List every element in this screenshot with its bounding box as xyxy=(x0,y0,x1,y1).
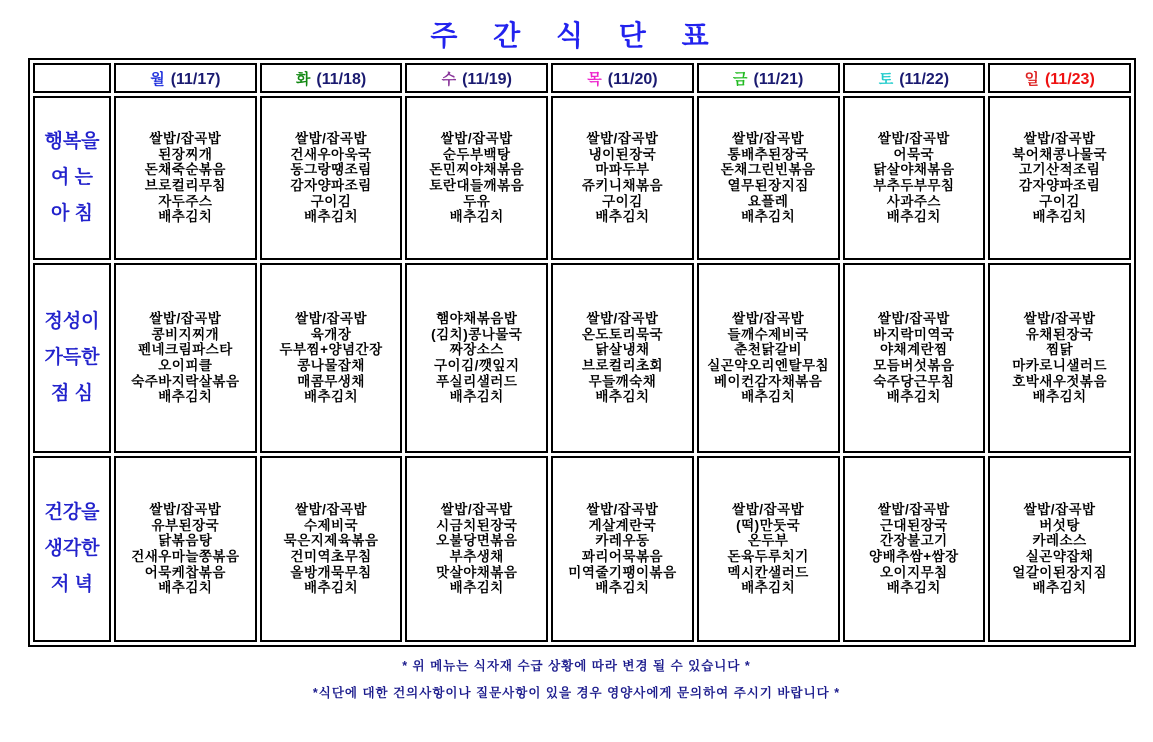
menu-item: 통배추된장국 xyxy=(727,146,809,162)
menu-item: 매콤무생채 xyxy=(297,373,365,389)
menu-item: 쌀밥/잡곡밥 xyxy=(732,131,805,147)
menu-cell-list xyxy=(117,131,254,224)
menu-item: 묵은지제육볶음 xyxy=(283,533,379,549)
day-glyph: 월 xyxy=(150,70,165,88)
menu-cell xyxy=(405,263,548,453)
menu-item: 부추두부무침 xyxy=(873,178,955,193)
menu-item: 멕시칸샐러드 xyxy=(727,564,809,580)
footer-note-contact: *식단에 대한 건의사항이나 질문사항이 있을 경우 영양사에게 문의하여 주시기 바랍니다 * xyxy=(312,686,841,700)
menu-item: 배추김치 xyxy=(595,209,650,225)
meal-label-line: 생각한 xyxy=(44,537,100,559)
day-date: (11/17) xyxy=(170,70,221,88)
day-header-1 xyxy=(260,63,403,93)
menu-item: 고기산적조림 xyxy=(1018,162,1101,178)
menu-item: 닭볶음탕 xyxy=(158,533,213,549)
menu-item: 카레소스 xyxy=(1032,533,1087,549)
menu-cell xyxy=(843,456,986,642)
meal-row-label xyxy=(33,263,111,453)
day-header-0 xyxy=(114,63,257,93)
meal-label-line: 저 녁 xyxy=(51,574,93,596)
menu-cell xyxy=(260,96,403,260)
menu-item: 돈육두루치기 xyxy=(727,549,809,564)
day-header-2 xyxy=(405,63,548,93)
menu-item: 배추김치 xyxy=(886,580,941,596)
menu-item: 호박새우젓볶음 xyxy=(1012,373,1107,389)
menu-item: 배추김치 xyxy=(1032,580,1087,596)
menu-item: 구이김 xyxy=(310,193,352,209)
menu-cell xyxy=(114,96,257,260)
menu-cell-list xyxy=(991,131,1128,224)
menu-item: 배추김치 xyxy=(158,580,213,596)
menu-item: 토란대들깨볶음 xyxy=(429,178,525,193)
menu-item: 카레우동 xyxy=(595,533,650,549)
menu-item: 햄야채볶음밥 xyxy=(436,311,518,327)
menu-item: 간장불고기 xyxy=(880,533,948,549)
menu-item: 푸실리샐러드 xyxy=(436,373,518,389)
day-glyph: 일 xyxy=(1024,70,1039,88)
menu-item: 쌀밥/잡곡밥 xyxy=(877,311,950,327)
menu-cell xyxy=(260,456,403,642)
meal-row-label xyxy=(33,96,111,260)
footer-notes xyxy=(0,656,1153,701)
menu-item: 사과주스 xyxy=(886,193,941,209)
menu-item: 쌀밥/잡곡밥 xyxy=(1023,311,1096,327)
meal-label-line: 행복을 xyxy=(44,130,100,152)
menu-item: 건미역초무침 xyxy=(290,549,372,564)
menu-cell-list xyxy=(700,502,837,595)
meal-row xyxy=(33,96,1131,260)
day-date: (11/21) xyxy=(753,70,804,88)
menu-item: 돈채그린빈볶음 xyxy=(720,162,816,178)
menu-item: 쌀밥/잡곡밥 xyxy=(586,311,659,327)
menu-item: 돈채죽순볶음 xyxy=(144,162,226,178)
menu-item: 숙주바지락살볶음 xyxy=(131,373,240,389)
menu-item: 춘천닭갈비 xyxy=(734,342,803,358)
menu-item: 오이지무침 xyxy=(880,564,948,580)
menu-cell xyxy=(697,96,840,260)
menu-item: 오이피클 xyxy=(158,358,213,373)
menu-cell-list xyxy=(408,502,545,595)
menu-cell-list xyxy=(991,502,1128,595)
meal-label-line: 아 침 xyxy=(51,203,93,225)
menu-cell-list xyxy=(991,311,1128,404)
menu-item: 실곤약잡채 xyxy=(1025,549,1094,564)
menu-item: 시금치된장국 xyxy=(436,517,518,533)
menu-item: 배추김치 xyxy=(1032,389,1087,405)
menu-cell-list xyxy=(554,131,691,224)
menu-cell-list xyxy=(263,502,400,595)
menu-item: 두부찜+양념간장 xyxy=(279,342,383,358)
day-date: (11/22) xyxy=(899,70,950,88)
menu-item: 짜장소스 xyxy=(449,342,504,358)
table-header-row xyxy=(33,63,1131,93)
day-glyph: 화 xyxy=(295,70,311,88)
menu-item: 동그랑땡조림 xyxy=(290,162,372,178)
menu-cell-list xyxy=(700,311,837,404)
footer-note-supply: * 위 메뉴는 식자재 수급 상황에 따라 변경 될 수 있습니다 * xyxy=(402,659,751,673)
meal-label-line: 가득한 xyxy=(44,346,100,368)
menu-item: 쌀밥/잡곡밥 xyxy=(732,311,805,327)
day-header-3 xyxy=(551,63,694,93)
menu-item: 야채계란찜 xyxy=(880,342,948,358)
menu-item: 쌀밥/잡곡밥 xyxy=(586,131,659,147)
day-header-6 xyxy=(988,63,1131,93)
menu-item: 쌀밥/잡곡밥 xyxy=(149,311,222,327)
menu-item: 버섯탕 xyxy=(1039,517,1080,533)
menu-cell-list xyxy=(117,502,254,595)
menu-item: 온두부 xyxy=(747,533,789,549)
menu-item: 실곤약오리엔탈무침 xyxy=(707,358,830,373)
menu-item: 어묵국 xyxy=(893,146,935,162)
menu-item: 감자양파조림 xyxy=(290,178,372,193)
menu-cell-list xyxy=(846,502,983,595)
menu-item: 쌀밥/잡곡밥 xyxy=(295,131,368,147)
menu-item: 배추김치 xyxy=(741,209,796,225)
menu-item: 배추김치 xyxy=(449,209,504,225)
menu-item: 자두주스 xyxy=(158,193,213,209)
day-glyph: 수 xyxy=(441,70,457,88)
menu-item: 브로컬리초회 xyxy=(581,358,664,373)
meal-label-line: 점 심 xyxy=(51,383,93,405)
menu-item: 배추김치 xyxy=(449,580,504,596)
menu-item: 두유 xyxy=(463,193,491,209)
menu-item: 된장찌개 xyxy=(158,146,213,162)
meal-label-line: 정성이 xyxy=(44,310,100,332)
day-date: (11/18) xyxy=(316,70,367,88)
menu-cell xyxy=(988,456,1131,642)
menu-item: 배추김치 xyxy=(158,209,213,225)
menu-item: 구이김 xyxy=(1039,193,1080,209)
menu-item: 미역줄기팽이볶음 xyxy=(568,564,677,580)
menu-item: 쌀밥/잡곡밥 xyxy=(1023,502,1096,518)
menu-item: 쌀밥/잡곡밥 xyxy=(877,502,950,518)
menu-item: 쌀밥/잡곡밥 xyxy=(877,131,950,147)
meal-row xyxy=(33,263,1131,453)
menu-item: 열무된장지짐 xyxy=(727,178,809,193)
menu-item: 배추김치 xyxy=(595,580,650,596)
day-glyph: 금 xyxy=(733,70,748,88)
menu-item: 들깨수제비국 xyxy=(727,326,809,342)
menu-item: 맛살야채볶음 xyxy=(436,564,518,580)
menu-item: 쥬키니채볶음 xyxy=(581,178,664,193)
menu-item: 쌀밥/잡곡밥 xyxy=(586,502,659,518)
corner-cell xyxy=(33,63,111,93)
menu-item: 요플레 xyxy=(747,193,789,209)
menu-item: 무들깨숙채 xyxy=(588,373,657,389)
menu-item: 게살계란국 xyxy=(588,517,657,533)
menu-item: 건새우마늘쫑볶음 xyxy=(131,549,240,564)
menu-item: 배추김치 xyxy=(595,389,650,405)
weekly-menu-table xyxy=(28,58,1136,647)
menu-item: 쌀밥/잡곡밥 xyxy=(149,131,222,147)
menu-item: 배추김치 xyxy=(303,389,359,405)
menu-cell xyxy=(988,96,1131,260)
menu-cell xyxy=(697,456,840,642)
menu-item: 배추김치 xyxy=(1032,209,1087,225)
menu-cell-list xyxy=(263,131,400,224)
menu-item: 숙주당근무침 xyxy=(873,373,955,389)
menu-cell xyxy=(843,96,986,260)
menu-cell xyxy=(551,263,694,453)
menu-item: 부추생채 xyxy=(449,549,504,564)
menu-item: 배추김치 xyxy=(303,209,359,225)
menu-item: 배추김치 xyxy=(741,580,796,596)
menu-item: 배추김치 xyxy=(886,209,941,225)
menu-cell xyxy=(988,263,1131,453)
menu-item: 건새우아욱국 xyxy=(290,146,372,162)
menu-item: 펜네크림파스타 xyxy=(137,342,233,358)
menu-item: 구이김/깻잎지 xyxy=(434,358,520,373)
menu-item: 오불당면볶음 xyxy=(436,533,518,549)
menu-item: (떡)만둣국 xyxy=(736,517,801,533)
menu-item: 배추김치 xyxy=(158,389,213,405)
day-date: (11/19) xyxy=(462,70,512,88)
menu-cell-list xyxy=(117,311,254,404)
menu-cell xyxy=(405,456,548,642)
menu-cell xyxy=(114,263,257,453)
menu-item: 콩비지찌개 xyxy=(151,326,220,342)
menu-cell xyxy=(551,96,694,260)
menu-item: 육개장 xyxy=(310,326,352,342)
menu-cell-list xyxy=(263,311,400,404)
menu-item: 찜닭 xyxy=(1046,342,1074,358)
menu-item: 북어채콩나물국 xyxy=(1012,146,1107,162)
menu-item: 쌀밥/잡곡밥 xyxy=(1023,131,1096,147)
menu-item: 쌀밥/잡곡밥 xyxy=(440,502,513,518)
menu-item: 모듬버섯볶음 xyxy=(873,358,955,373)
meal-row xyxy=(33,456,1131,642)
menu-item: 꽈리어묵볶음 xyxy=(581,549,664,564)
menu-cell xyxy=(843,263,986,453)
menu-item: 냉이된장국 xyxy=(588,146,657,162)
menu-item: 돈민찌야채볶음 xyxy=(429,162,525,178)
day-glyph: 토 xyxy=(878,70,894,88)
menu-cell xyxy=(551,456,694,642)
day-header-5 xyxy=(843,63,986,93)
menu-item: 콩나물잡채 xyxy=(297,358,365,373)
menu-cell xyxy=(697,263,840,453)
menu-item: 베이컨감자채볶음 xyxy=(714,373,823,389)
menu-item: 유부된장국 xyxy=(151,517,220,533)
day-date: (11/23) xyxy=(1044,70,1095,88)
menu-item: 쌀밥/잡곡밥 xyxy=(440,131,513,147)
menu-item: 근대된장국 xyxy=(880,517,948,533)
menu-item: 어묵케찹볶음 xyxy=(144,564,226,580)
meal-label-line: 여 는 xyxy=(51,166,93,188)
menu-item: 온도토리묵국 xyxy=(581,326,664,342)
meal-label-line: 건강을 xyxy=(44,501,100,523)
menu-item: 순두부백탕 xyxy=(442,146,511,162)
menu-item: 구이김 xyxy=(602,193,643,209)
menu-cell-list xyxy=(554,311,691,404)
menu-cell xyxy=(260,263,403,453)
menu-item: 올방개묵무침 xyxy=(290,564,372,580)
menu-item: 수제비국 xyxy=(303,517,359,533)
menu-item: 양배추쌈+쌈장 xyxy=(869,549,959,564)
menu-cell-list xyxy=(846,131,983,224)
menu-item: 배추김치 xyxy=(303,580,359,596)
menu-cell xyxy=(405,96,548,260)
menu-cell-list xyxy=(700,131,837,224)
menu-item: 쌀밥/잡곡밥 xyxy=(149,502,222,518)
day-header-4 xyxy=(697,63,840,93)
menu-item: 쌀밥/잡곡밥 xyxy=(732,502,805,518)
menu-item: 닭살냉채 xyxy=(595,342,650,358)
menu-item: 브로컬리무침 xyxy=(144,178,226,193)
menu-cell-list xyxy=(554,502,691,595)
menu-cell-list xyxy=(408,131,545,224)
menu-cell-list xyxy=(408,311,545,404)
page-title: 주 간 식 단 표 xyxy=(430,20,723,51)
menu-item: 배추김치 xyxy=(449,389,504,405)
menu-cell-list xyxy=(846,311,983,404)
menu-item: 쌀밥/잡곡밥 xyxy=(295,502,368,518)
menu-item: 유채된장국 xyxy=(1025,326,1094,342)
menu-item: 얼갈이된장지짐 xyxy=(1012,564,1107,580)
menu-item: 마카로니샐러드 xyxy=(1012,358,1107,373)
menu-item: 배추김치 xyxy=(741,389,796,405)
menu-item: 마파두부 xyxy=(595,162,650,178)
menu-cell xyxy=(114,456,257,642)
menu-item: 감자양파조림 xyxy=(1018,178,1101,193)
menu-item: 배추김치 xyxy=(886,389,941,405)
menu-item: (김치)콩나물국 xyxy=(431,326,523,342)
menu-item: 바지락미역국 xyxy=(873,326,955,342)
day-date: (11/20) xyxy=(607,70,658,88)
menu-item: 닭살야채볶음 xyxy=(873,162,955,178)
meal-row-label xyxy=(33,456,111,642)
menu-item: 쌀밥/잡곡밥 xyxy=(295,311,368,327)
day-glyph: 목 xyxy=(587,70,602,88)
